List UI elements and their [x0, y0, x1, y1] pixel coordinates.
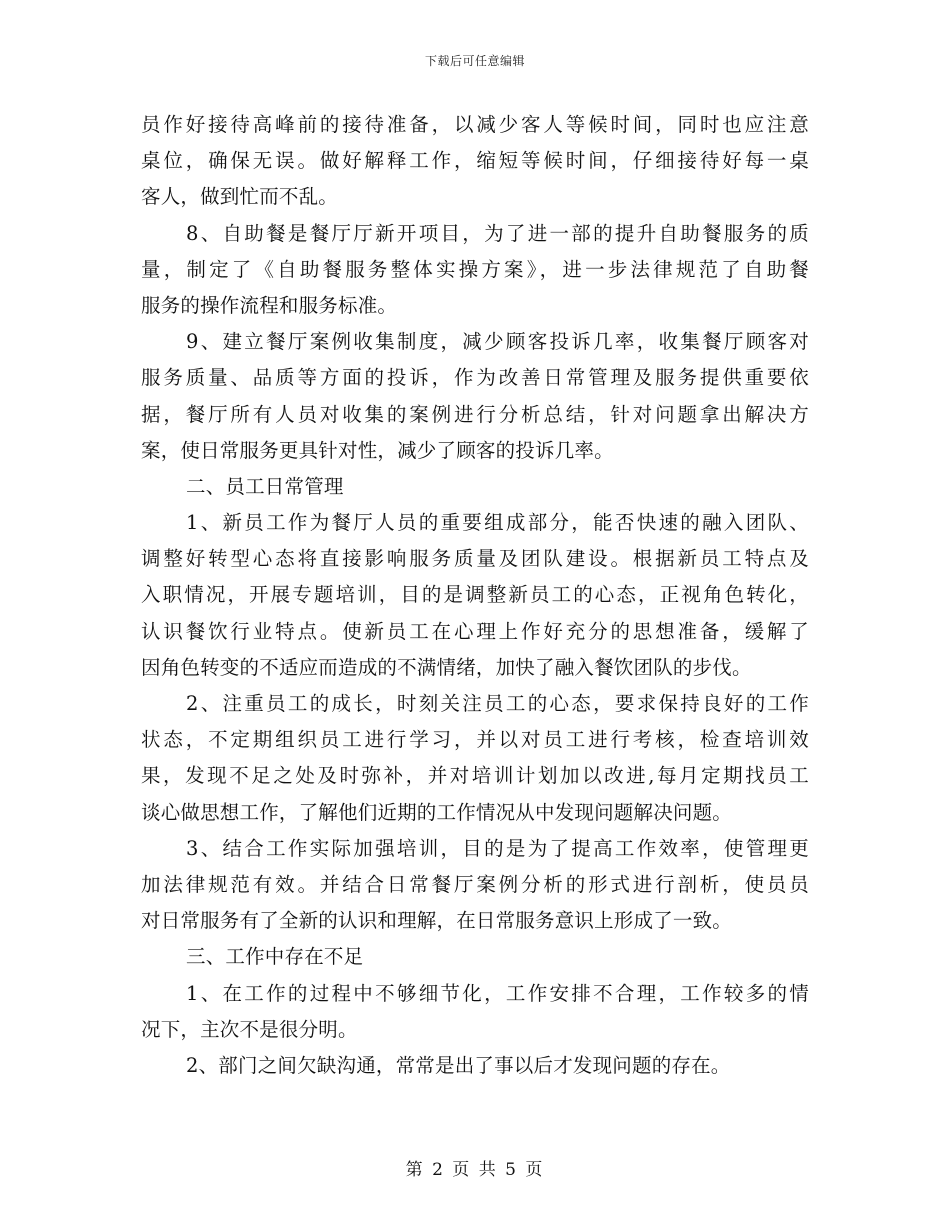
- text-line: 量，制定了《自助餐服务整体实操方案》，进一步法律规范了自助餐: [141, 257, 809, 281]
- text-line: 1、新员工作为餐厅人员的重要组成部分，能否快速的融入团队、: [186, 511, 809, 535]
- text-line: 对日常服务有了全新的认识和理解，在日常服务意识上形成了一致。: [141, 909, 733, 933]
- text-line: 桌位，确保无误。做好解释工作，缩短等候时间，仔细接待好每一桌: [141, 149, 809, 173]
- text-line: 3、结合工作实际加强培训，目的是为了提高工作效率，使管理更: [186, 836, 809, 860]
- page-header: 下载后可任意编辑: [424, 54, 525, 68]
- text-line: 据，餐厅所有人员对收集的案例进行分析总结，针对问题拿出解决方: [141, 402, 809, 426]
- text-line: 认识餐饮行业特点。使新员工在心理上作好充分的思想准备，缓解了: [141, 619, 809, 643]
- text-line: 加法律规范有效。并结合日常餐厅案例分析的形式进行剖析，使员员: [141, 872, 809, 896]
- text-line: 况下，主次不是很分明。: [141, 1017, 358, 1041]
- text-line: 三、工作中存在不足: [186, 945, 364, 969]
- page-footer: 第 2 页 共 5 页: [405, 1160, 545, 1180]
- text-line: 9、建立餐厅案例收集制度，减少顾客投诉几率，收集餐厅顾客对: [186, 330, 809, 354]
- text-line: 客人，做到忙而不乱。: [141, 185, 339, 209]
- text-line: 状态，不定期组织员工进行学习，并以对员工进行考核，检查培训效: [141, 728, 809, 752]
- text-line: 员作好接待高峰前的接待准备，以减少客人等候时间，同时也应注意: [141, 113, 809, 136]
- text-line: 1、在工作的过程中不够细节化，工作安排不合理，工作较多的情: [186, 981, 809, 1005]
- text-line: 服务质量、品质等方面的投诉，作为改善日常管理及服务提供重要依: [141, 366, 809, 390]
- text-line: 谈心做思想工作，了解他们近期的工作情况从中发现问题解决问题。: [141, 800, 733, 824]
- text-line: 服务的操作流程和服务标准。: [141, 293, 398, 317]
- document-body: [141, 107, 809, 1084]
- text-line: 入职情况，开展专题培训，目的是调整新员工的心态，正视角色转化，: [141, 583, 809, 607]
- text-line: 2、注重员工的成长，时刻关注员工的心态，要求保持良好的工作: [186, 692, 809, 715]
- text-line: 调整好转型心态将直接影响服务质量及团队建设。根据新员工特点及: [141, 547, 809, 571]
- text-line: 8、自助餐是餐厅厅新开项目，为了进一部的提升自助餐服务的质: [186, 221, 809, 245]
- text-line: 案，使日常服务更具针对性，减少了顾客的投诉几率。: [141, 438, 614, 462]
- text-line: 2、部门之间欠缺沟通，常常是出了事以后才发现问题的存在。: [186, 1053, 731, 1077]
- text-line: 果，发现不足之处及时弥补，并对培训计划加以改进,每月定期找员工: [141, 764, 809, 788]
- text-line: 二、员工日常管理: [186, 474, 344, 498]
- text-line: 因角色转变的不适应而造成的不满情绪，加快了融入餐饮团队的步伐。: [141, 655, 752, 679]
